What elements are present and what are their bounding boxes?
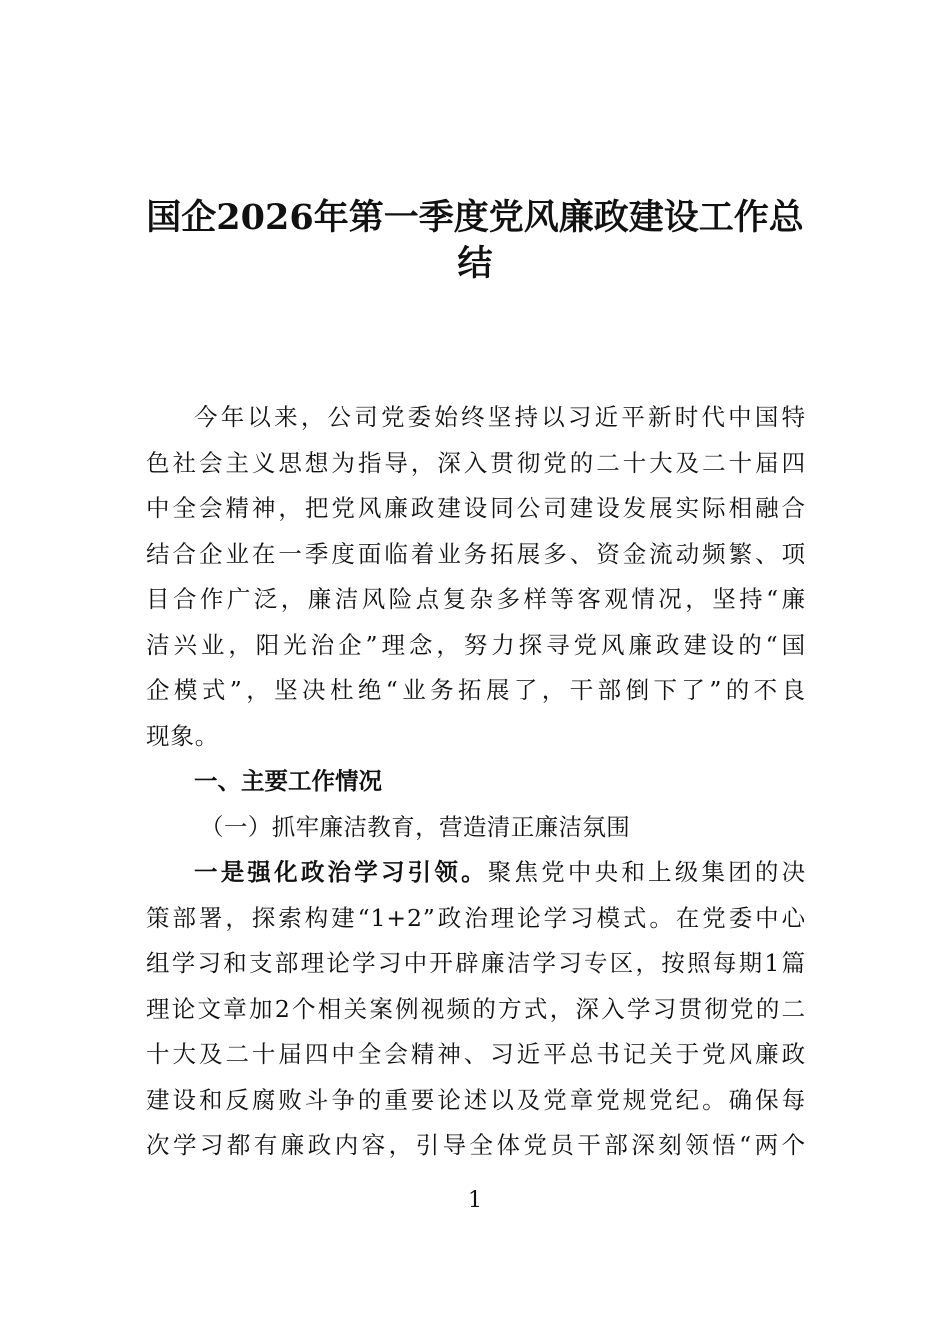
document-title-line-2: 结	[457, 243, 493, 284]
intro-line: 企模式”，坚决杜绝“业务拓展了，干部倒下了”的不良	[146, 676, 806, 704]
intro-line: 今年以来，公司党委始终坚持以习近平新时代中国特	[194, 403, 806, 431]
paragraph-line: 建设和反腐败斗争的重要论述以及党章党规党纪。确保每	[146, 1085, 806, 1114]
paragraph-line: 策部署，探索构建“1+2”政治理论学习模式。在党委中心	[146, 903, 806, 932]
document-body	[146, 395, 806, 1169]
paragraph-line: 组学习和支部理论学习中开辟廉洁学习专区，按照每期1篇	[146, 949, 806, 977]
paragraph-text: 聚焦党中央和上级集团的决	[487, 858, 806, 886]
intro-line: 目合作广泛，廉洁风险点复杂多样等客观情况，坚持“廉	[146, 585, 806, 613]
subsection-heading: （一）抓牢廉洁教育，营造清正廉洁氛围	[200, 812, 631, 841]
intro-line: 洁兴业，阳光治企”理念，努力探寻党风廉政建设的“国	[146, 630, 806, 659]
intro-line: 色社会主义思想为指导，深入贯彻党的二十大及二十届四	[146, 448, 806, 477]
paragraph-line: 理论文章加2个相关案例视频的方式，深入学习贯彻党的二	[146, 994, 806, 1023]
paragraph-line: 次学习都有廉政内容，引导全体党员干部深刻领悟“两个	[146, 1131, 806, 1159]
page-number: 1	[468, 1188, 482, 1213]
paragraph-line	[146, 850, 806, 896]
intro-line: 现象。	[146, 721, 220, 750]
intro-line: 结合企业在一季度面临着业务拓展多、资金流动频繁、项	[146, 539, 806, 568]
intro-line: 中全会精神，把党风廉政建设同公司建设发展实际相融合	[146, 494, 806, 522]
document-title-line-1: 国企2026年第一季度党风廉政建设工作总	[146, 197, 804, 238]
paragraph-line: 十大及二十届四中全会精神、习近平总书记关于党风廉政	[146, 1040, 806, 1068]
section-heading: 一、主要工作情况	[194, 767, 382, 795]
paragraph-lead: 一是强化政治学习引领。	[194, 858, 488, 886]
